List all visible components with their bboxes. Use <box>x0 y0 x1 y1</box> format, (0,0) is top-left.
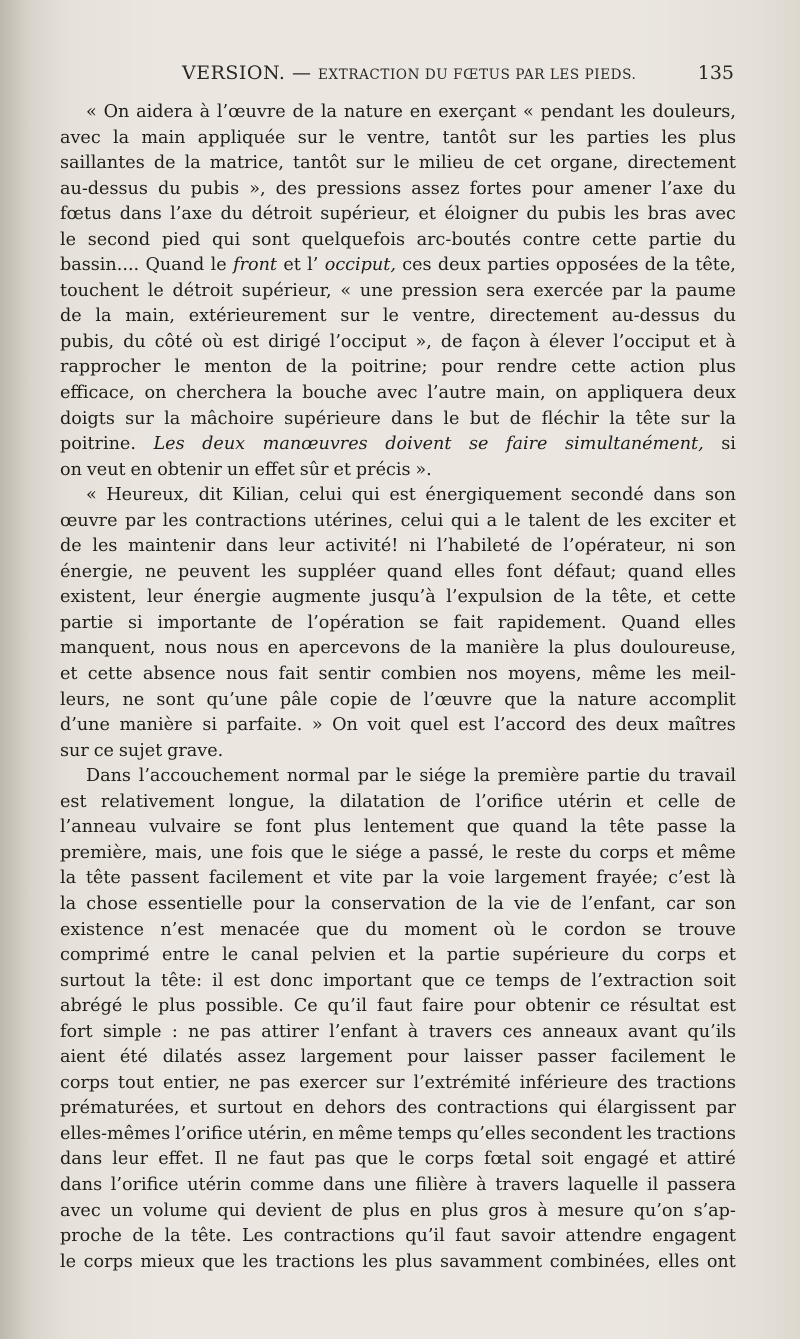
text-line: comprimé entre le canal pelvien et la partie supérieure du corps et <box>60 945 736 966</box>
text-line: fort simple : ne pas attirer l’enfant à travers ces anneaux avant qu’ils <box>60 1021 736 1042</box>
text-line: proche de la tête. Les contractions qu’il faut savoir attendre engagent <box>60 1226 736 1247</box>
text-line: doigts sur la mâchoire supérieure dans le but de fléchir la tête sur la <box>60 408 736 429</box>
text-line: avec un volume qui devient de plus en plus gros à mesure qu’on s’ap- <box>60 1200 736 1221</box>
running-title-dash: — <box>292 62 312 84</box>
text-line: de la main, extérieurement sur le ventre, directement au-dessus du <box>60 306 736 327</box>
text-line: fœtus dans l’axe du détroit supérieur, et éloigner du pubis les bras avec <box>60 204 736 225</box>
text-line: surtout la tête: il est donc important que ce temps de l’extraction soit <box>60 970 736 991</box>
text-line: pubis, du côté où est dirigé l’occiput », de façon à élever l’occiput et à <box>60 331 736 352</box>
text-line: abrégé le plus possible. Ce qu’il faut faire pour obtenir ce résultat est <box>60 996 736 1017</box>
text-line: sur ce sujet grave. <box>60 740 224 761</box>
text-line: la chose essentielle pour la conservation de la vie de l’enfant, car son <box>60 893 736 914</box>
text-line: de les maintenir dans leur activité! ni l’habileté de l’opérateur, ni son <box>60 536 736 557</box>
text-line: rapprocher le menton de la poitrine; pour rendre cette action plus <box>60 357 736 378</box>
running-title-subtitle: EXTRACTION DU FŒTUS PAR LES PIEDS. <box>318 67 637 83</box>
text-line: existence n’est menacée que du moment où le cordon se trouve <box>60 919 736 940</box>
text-line: corps tout entier, ne pas exercer sur l’extrémité inférieure des tractions <box>60 1072 736 1093</box>
text-line: « On aidera à l’œuvre de la nature en exerçant « pendant les douleurs, <box>86 102 736 122</box>
page-number: 135 <box>697 62 734 84</box>
text-line: on veut en obtenir un effet sûr et précis ». <box>60 459 432 480</box>
text-line: touchent le détroit supérieur, « une pression sera exercée par la paume <box>60 280 736 301</box>
text-line: partie si importante de l’opération se fait rapidement. Quand elles <box>60 612 736 633</box>
running-title <box>182 62 636 84</box>
text-line: l’anneau vulvaire se font plus lentement que quand la tête passe la <box>60 817 736 838</box>
text-line: bassin.... Quand le front et l’ occiput, ces deux parties opposées de la tête, <box>60 255 736 276</box>
text-line: d’une manière si parfaite. » On voit quel est l’accord des deux maîtres <box>60 715 736 736</box>
text-line: énergie, ne peuvent les suppléer quand elles font défaut; quand elles <box>60 561 736 582</box>
text-line: « Heureux, dit Kilian, celui qui est énergiquement secondé dans son <box>86 485 736 506</box>
text-line: dans l’orifice utérin comme dans une filière à travers laquelle il passera <box>60 1174 736 1195</box>
text-line: première, mais, une fois que le siége a passé, le reste du corps et même <box>60 842 736 863</box>
text-line: est relativement longue, la dilatation de l’orifice utérin et celle de <box>60 791 736 812</box>
text-line: le second pied qui sont quelquefois arc-boutés contre cette partie du <box>60 229 736 250</box>
text-line: dans leur effet. Il ne faut pas que le corps fœtal soit engagé et attiré <box>60 1149 736 1170</box>
text-line: Dans l’accouchement normal par le siége la première partie du travail <box>86 766 736 787</box>
text-line: la tête passent facilement et vite par la voie largement frayée; c’est là <box>60 868 736 889</box>
text-line: au-dessus du pubis », des pressions assez fortes pour amener l’axe du <box>60 178 736 199</box>
text-line: efficace, on cherchera la bouche avec l’autre main, on appliquera deux <box>60 383 736 404</box>
running-title-section: VERSION. <box>182 62 286 84</box>
running-header <box>60 62 740 88</box>
text-line: aient été dilatés assez largement pour laisser passer facilement le <box>60 1047 736 1068</box>
text-line: et cette absence nous fait sentir combien nos moyens, même les meil- <box>60 664 736 685</box>
text-line: avec la main appliquée sur le ventre, tantôt sur les parties les plus <box>60 127 736 148</box>
text-line: existent, leur énergie augmente jusqu’à l’expulsion de la tête, et cette <box>60 587 736 608</box>
text-line: œuvre par les contractions utérines, celui qui a le talent de les exciter et <box>60 510 736 531</box>
text-line: prématurées, et surtout en dehors des contractions qui élargissent par <box>60 1098 736 1119</box>
text-line: poitrine. Les deux manœuvres doivent se faire simultanément, si <box>60 434 736 455</box>
text-line: manquent, nous nous en apercevons de la manière la plus douloureuse, <box>60 638 736 659</box>
text-line: elles-mêmes l’orifice utérin, en même temps qu’elles secondent les tractions <box>60 1123 736 1144</box>
text-line: leurs, ne sont qu’une pâle copie de l’œuvre que la nature accomplit <box>60 689 736 710</box>
text-line: saillantes de la matrice, tantôt sur le milieu de cet organe, directement <box>60 153 736 174</box>
body-text <box>60 100 736 1275</box>
text-line: le corps mieux que les tractions les plus savamment combinées, elles ont <box>60 1251 736 1272</box>
